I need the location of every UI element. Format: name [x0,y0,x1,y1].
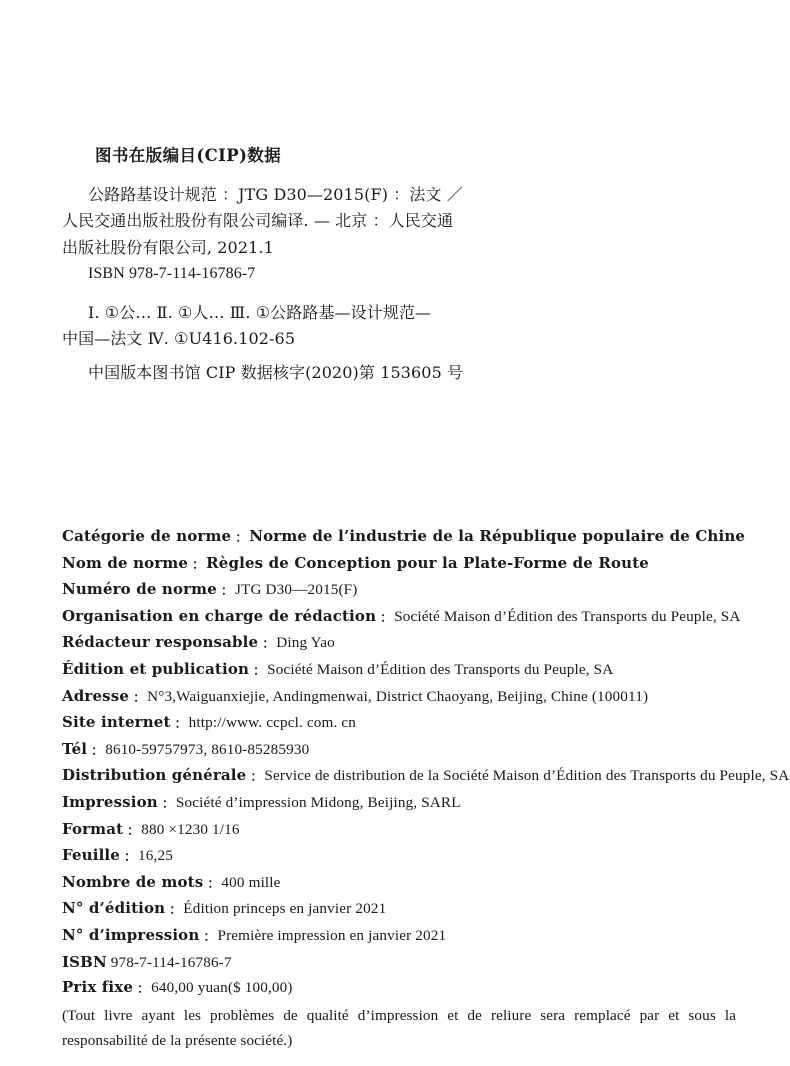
colophon-entry [62,843,736,870]
colophon-entry-value: Société d’impression Midong, Beijing, SARL [175,793,461,811]
colophon-entry-label: Numéro de norme [62,580,217,599]
colophon-entry [62,604,741,631]
colophon-entry [62,870,736,897]
cip-data-block [62,146,732,386]
colophon-entry [62,551,736,578]
colophon-entry-value: Règles de Conception pour la Plate-Forme de Route [206,553,649,572]
colophon-entry [62,737,736,764]
colophon-entry [62,577,736,604]
colophon-entry-value: N°3,Waiguanxiejie, Andingmenwai, District Chaoyang, Beijing, Chine (100011) [147,687,649,705]
colophon-entry [62,896,736,923]
colophon-entry-separator: ： [207,876,221,892]
colophon-entry-label: Feuille [62,846,120,865]
colophon-entry-label: Tél [62,739,88,758]
colophon-entry [62,975,736,1002]
cip-title-line-3: 出版社股份有限公司, 2021.1 [62,237,274,257]
colophon-entry [62,524,746,551]
colophon-entry-value: Norme de l’industrie de la République populaire de Chine [249,527,746,545]
colophon-entry [62,630,736,657]
colophon-entry-value: 978-7-114-16786-7 [110,953,232,971]
colophon-entry-separator: ： [123,850,138,866]
cip-classification-line-1: Ⅰ. ①公… Ⅱ. ①人… Ⅲ. ①公路路基—设计规范— [88,302,432,322]
colophon-entry-value: Société Maison d’Édition des Transports du Peuple, SA [267,660,614,678]
colophon-entry [62,763,790,790]
colophon-entry-value: Première impression en janvier 2021 [217,926,447,944]
colophon-entry-separator: ： [137,982,151,998]
cip-title-line-1: 公路路基设计规范 ：JTG D30—2015(F) ：法文 ／ [88,184,463,204]
colophon-entry-separator: ： [380,610,394,626]
colophon-entry-value: 8610-59757973, 8610-85285930 [105,740,310,758]
colophon-entry-value: http://www. ccpcl. com. cn [188,714,357,732]
colophon-entry [62,950,736,976]
colophon-entry-separator: ： [203,929,217,945]
colophon-entry-separator: ： [235,531,249,546]
colophon-entry-label: Distribution générale [62,766,247,785]
colophon-entry-separator: ： [174,717,188,733]
colophon-block [62,524,790,1054]
colophon-entry-separator: ： [253,663,267,679]
colophon-entry-value: Ding Yao [276,634,335,652]
colophon-entry-separator: ： [169,903,183,919]
colophon-entry-value: Édition princeps en janvier 2021 [183,900,387,918]
colophon-entry-separator: ： [127,823,141,839]
colophon-entry-label: Nombre de mots [62,872,204,891]
colophon-entry-label: Format [62,819,124,838]
colophon-quality-note: (Tout livre ayant les problèmes de qualité d’impression et de reliure sera remplacé par et sous la responsabilité de la présente société.) [62,1006,736,1050]
colophon-entry [62,790,736,817]
colophon-entry [62,817,736,844]
colophon-entry-label: Impression [62,792,158,811]
colophon-entry-label: Catégorie de norme [62,527,232,545]
colophon-entry-separator: ： [161,796,175,812]
colophon-entry-label: Adresse [62,686,130,705]
colophon-entry-separator: ： [250,770,264,786]
colophon-entry-value: 16,25 [138,847,173,865]
cip-title-paragraph [62,182,732,262]
cip-classification-line-2: 中国—法文 Ⅳ. ①U416.102-65 [62,329,296,349]
colophon-entry-label: N° d’impression [62,925,200,944]
colophon-entry-separator: ： [262,637,276,653]
colophon-entry-value: 640,00 yuan($ 100,00) [151,979,293,997]
colophon-entry-separator: ： [91,743,105,759]
colophon-entry-separator: ： [133,690,147,706]
colophon-entry-value: 400 mille [221,873,281,891]
colophon-entry-label: Prix fixe [62,978,134,997]
colophon-entry [62,923,736,950]
colophon-entry-separator: ： [192,557,206,573]
cip-heading: 图书在版编目(CIP)数据 [95,146,282,165]
cip-title-line-2: 人民交通出版社股份有限公司编译. — 北京 ：人民交通 [62,211,454,231]
cip-classification-paragraph [62,300,732,353]
colophon-entry [62,657,736,684]
cip-isbn: ISBN 978-7-114-16786-7 [88,265,256,283]
colophon-entry [62,710,736,737]
colophon-entry-label: Organisation en charge de rédaction [62,606,377,625]
colophon-entry-label: Rédacteur responsable [62,633,259,652]
colophon-entry-list [62,524,790,1002]
colophon-entry-label: Nom de norme [62,553,189,572]
colophon-entry-value: 880 ×1230 1/16 [141,820,240,838]
cip-number-paragraph [62,360,732,387]
colophon-entry-value: Service de distribution de la Société Maison d’Édition des Transports du Peuple, SA [264,767,790,785]
colophon-entry-label: Édition et publication [62,659,250,678]
colophon-entry [62,684,736,711]
colophon-entry-value: JTG D30—2015(F) [234,581,358,599]
colophon-entry-label: Site internet [62,713,171,732]
colophon-entry-label: N° d’édition [62,899,166,918]
colophon-entry-separator: ： [220,584,234,600]
colophon-entry-label: ISBN [62,952,107,971]
cip-number: 中国版本图书馆 CIP 数据核字(2020)第 153605 号 [88,362,464,382]
colophon-entry-value: Société Maison d’Édition des Transports du Peuple, SA [394,607,741,625]
